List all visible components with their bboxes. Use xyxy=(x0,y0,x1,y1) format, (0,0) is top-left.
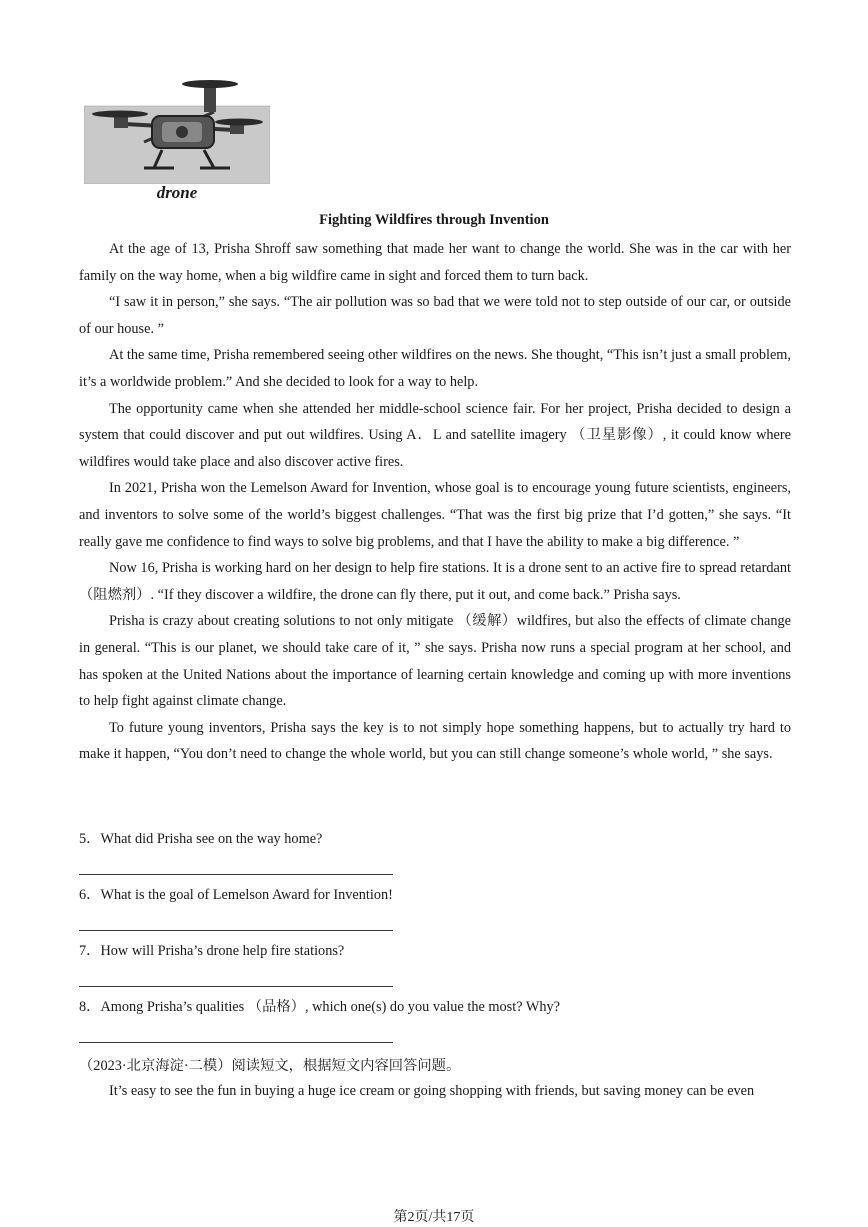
question-text: 8．Among Prisha’s qualities （品格）, which one(s) do you value the most? Why? xyxy=(79,999,560,1015)
article-paragraph: At the same time, Prisha remembered seeing other wildfires on the news. She thought, “This isn’t just a small problem, it’s a worldwide problem.” And she decided to look for a way to help. xyxy=(79,347,791,390)
answer-line[interactable] xyxy=(79,1042,393,1043)
article-paragraph: At the age of 13, Prisha Shroff saw something that made her want to change the world. She was in the car with her family on the way home, when a big wildfire came in sight and forced them to turn back. xyxy=(79,241,791,284)
article-paragraph: Now 16, Prisha is working hard on her design to help fire stations. It is a drone sent to an active fire to spread retardant （阻燃剂）. “If they discover a wildfire, the drone can fly there, put it out, and come back.” Prisha says. xyxy=(79,560,791,603)
question-item xyxy=(79,940,791,996)
drone-icon xyxy=(84,72,270,184)
article-title: Fighting Wildfires through Invention xyxy=(319,212,549,228)
answer-line[interactable] xyxy=(79,930,393,931)
figure-caption: drone xyxy=(156,183,198,202)
article-paragraph: To future young inventors, Prisha says the key is to not simply hope something happens, but to actually try hard to make it happen, “You don’t need to change the whole world, but you can still change someone’s whole world, ” she says. xyxy=(79,719,791,763)
question-text: 5．What did Prisha see on the way home? xyxy=(79,831,323,847)
question-item xyxy=(79,996,791,1052)
page-number: 第2页/共17页 xyxy=(393,1210,475,1225)
article-paragraph: The opportunity came when she attended her middle-school science fair. For her project, Prisha decided to design a system that could discover and put out wildfires. Using A．L and satellite imagery （卫星影像）, it could know where wildfires would take place and also discover active fires. xyxy=(79,400,791,470)
answer-line[interactable] xyxy=(79,986,393,987)
article-paragraph: “I saw it in person,” she says. “The air pollution was so bad that we were told not to step outside of our car, or outside of our house. ” xyxy=(79,294,791,337)
article-paragraph: In 2021, Prisha won the Lemelson Award for Invention, whose goal is to encourage young future scientists, engineers, and inventors to solve some of the world’s biggest challenges. “That was the first big prize that I’d gotten,” she says. “It really gave me confidence to find ways to solve big problems, and that I have the ability to make a big difference. ” xyxy=(79,480,791,550)
question-item xyxy=(79,884,791,940)
article-body xyxy=(79,236,791,768)
question-item xyxy=(79,828,791,884)
question-text: 7．How will Prisha’s drone help fire stations? xyxy=(79,943,345,959)
drone-figure xyxy=(84,72,270,184)
next-passage-source: （2023·北京海淀·二模）阅读短文，根据短文内容回答问题。 xyxy=(79,1058,461,1074)
question-text: 6．What is the goal of Lemelson Award for Invention! xyxy=(79,887,393,903)
question-list xyxy=(79,828,791,1052)
answer-line[interactable] xyxy=(79,874,393,875)
article-paragraph: Prisha is crazy about creating solutions to not only mitigate （缓解）wildfires, but also the effects of climate change in general. “This is our planet, we should take care of it, ” she says. Prisha now runs a special program at her school, and has spoken at the United Nations about the importance of learning certain knowledge and coming up with more inventions to help fight against climate change. xyxy=(79,613,791,710)
next-passage-first-line: It’s easy to see the fun in buying a huge ice cream or going shopping with friends, but saving money can be even xyxy=(109,1083,755,1099)
